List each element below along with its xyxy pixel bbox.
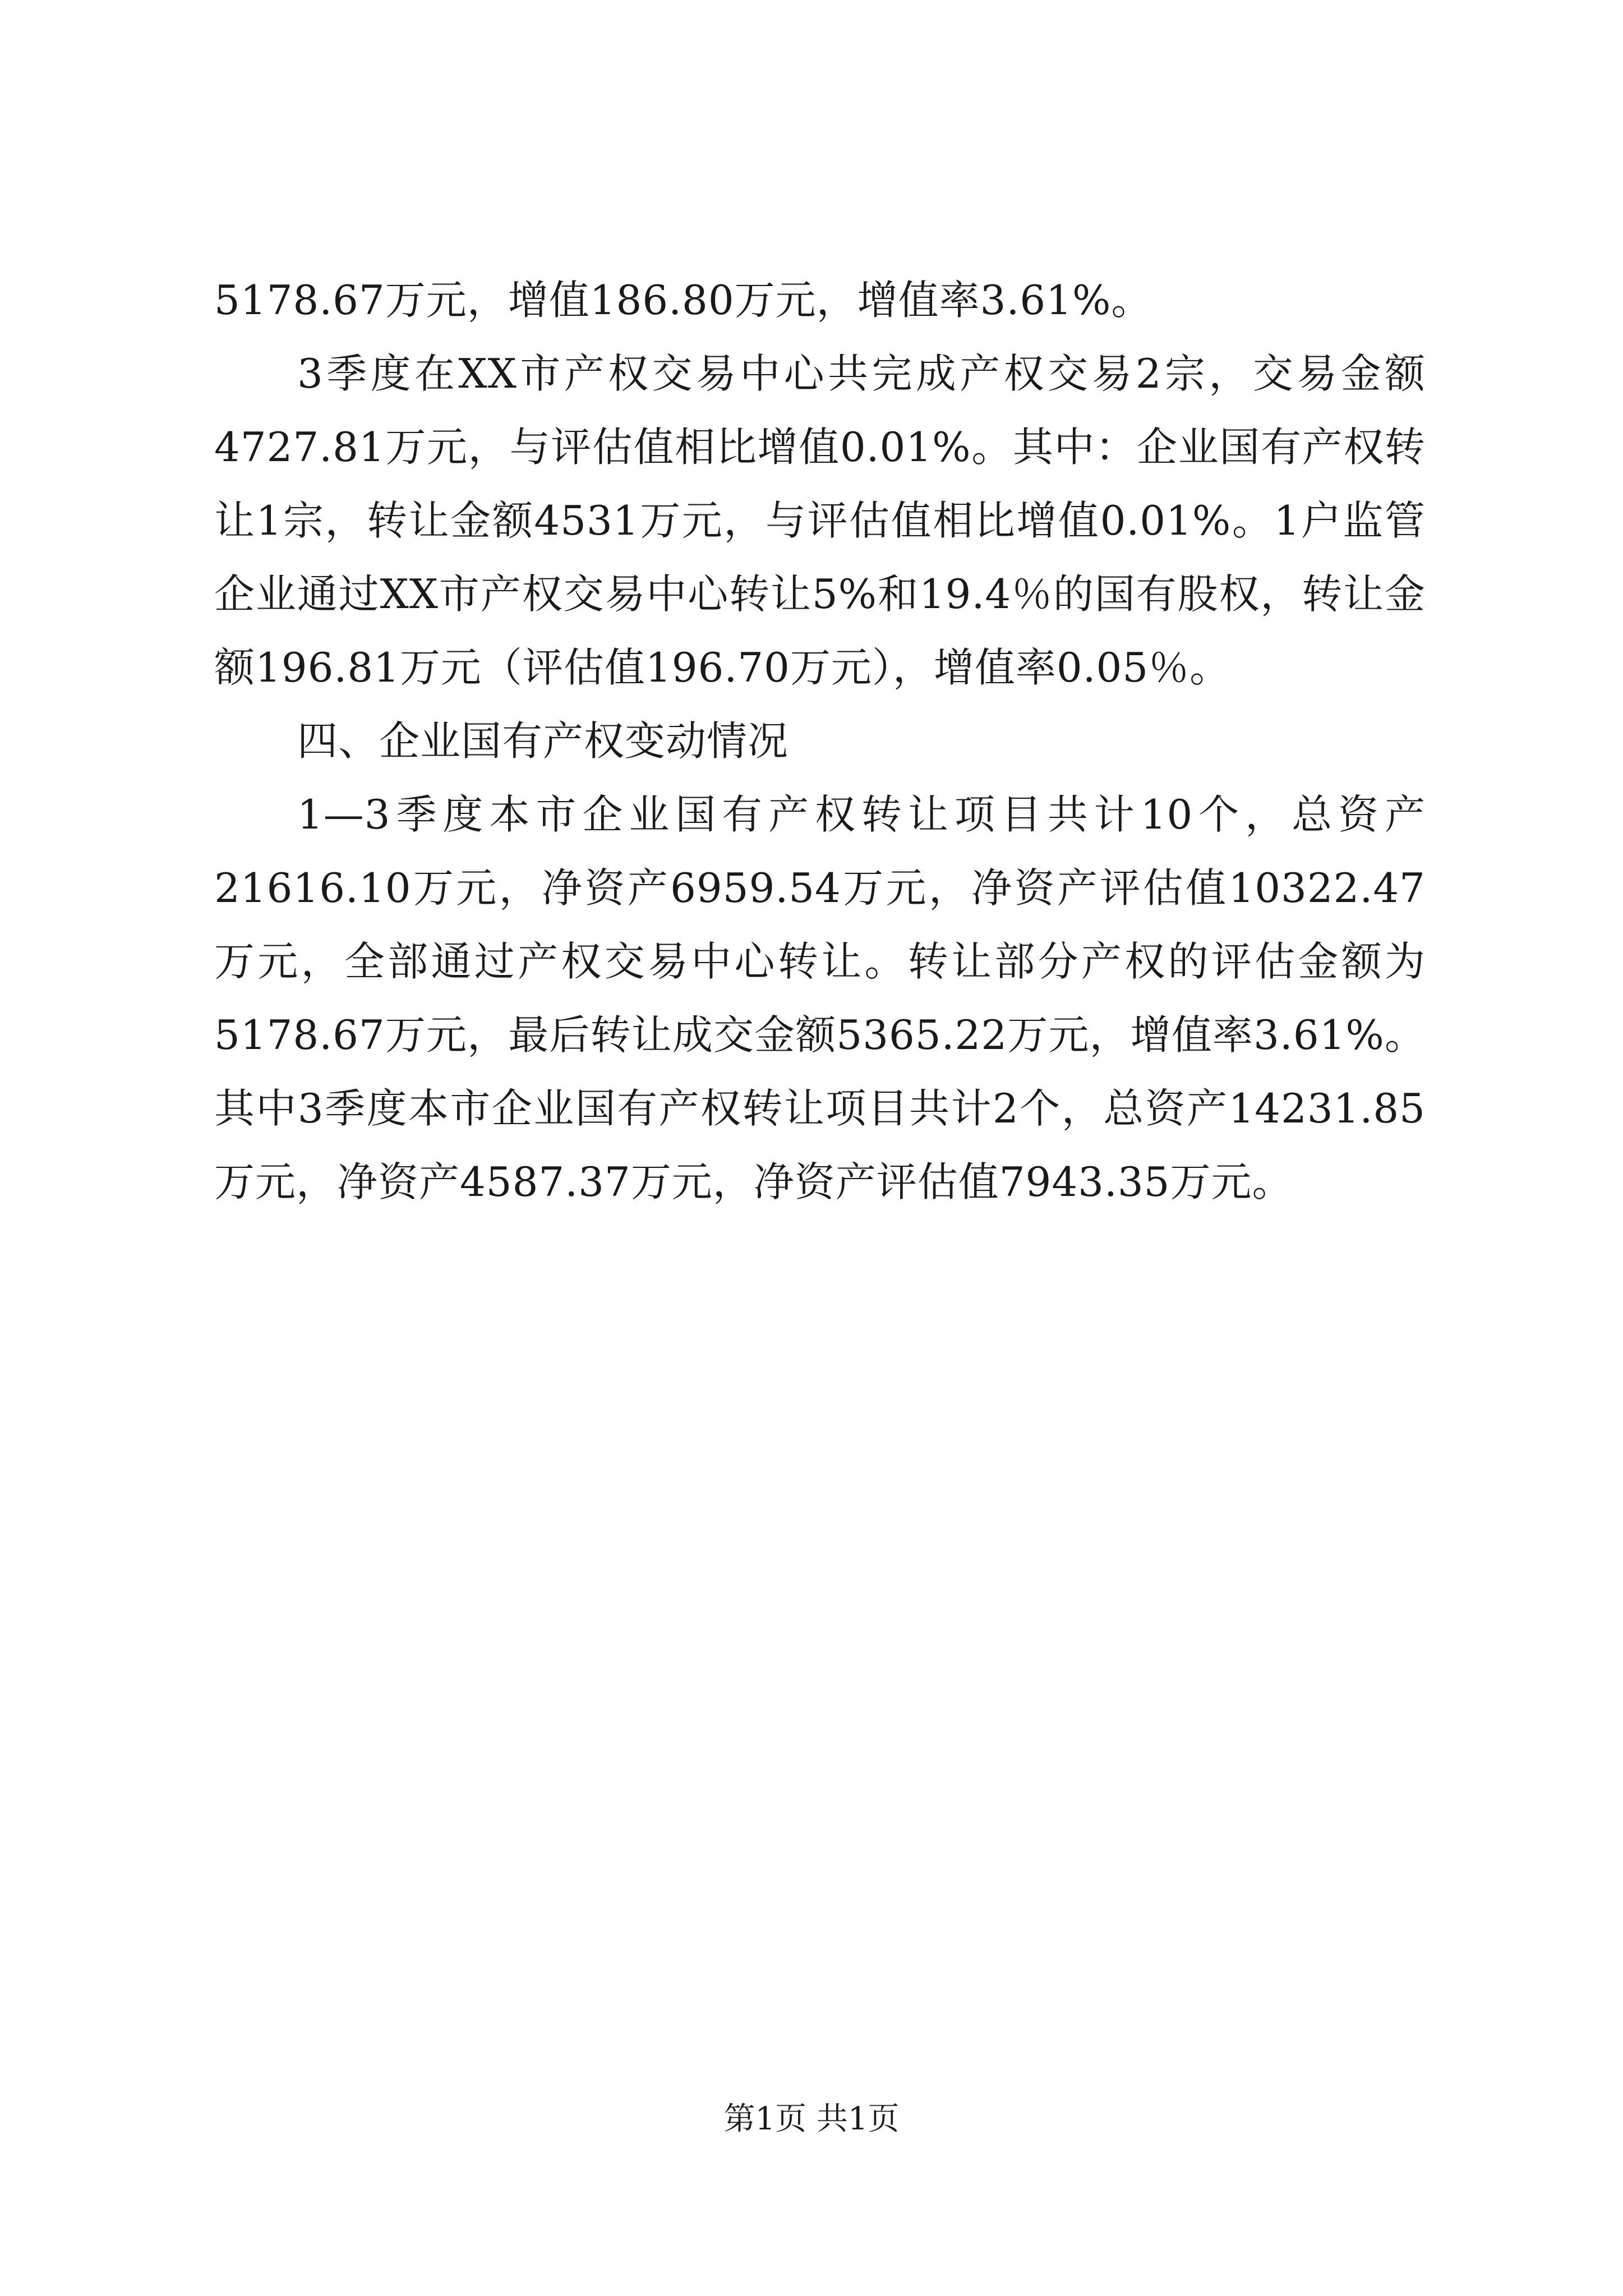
page-footer — [0, 2097, 1623, 2142]
paragraph-continuation: 5178.67万元，增值186.80万元，增值率3.61%。 — [214, 277, 1152, 324]
document-body — [214, 264, 1426, 1219]
section-heading: 四、企业国有产权变动情况 — [297, 717, 789, 765]
page-number: 第1页 共1页 — [723, 2101, 900, 2137]
paragraph-transfer-projects: 1—3季度本市企业国有产权转让项目共计10个，总资产21616.10万元，净资产6959.54万元，净资产评估值10322.47万元，全部通过产权交易中心转让。转让部分产权的评估金额为5178.67万元，最后转让成交金额5365.22万元，增值率3.61%。其中3季度本市企业国有产权转让项目共计2个，总资产14231.85万元，净资产4587.37万元，净资产评估值7943.35万元。 — [214, 791, 1426, 1205]
paragraph-q3-transactions: 3季度在XX市产权交易中心共完成产权交易2宗，交易金额4727.81万元，与评估值相比增值0.01%。其中：企业国有产权转让1宗，转让金额4531万元，与评估值相比增值0.01%。1户监管企业通过XX市产权交易中心转让5%和19.4％的国有股权，转让金额196.81万元（评估值196.70万元），增值率0.05％。 — [214, 350, 1426, 691]
